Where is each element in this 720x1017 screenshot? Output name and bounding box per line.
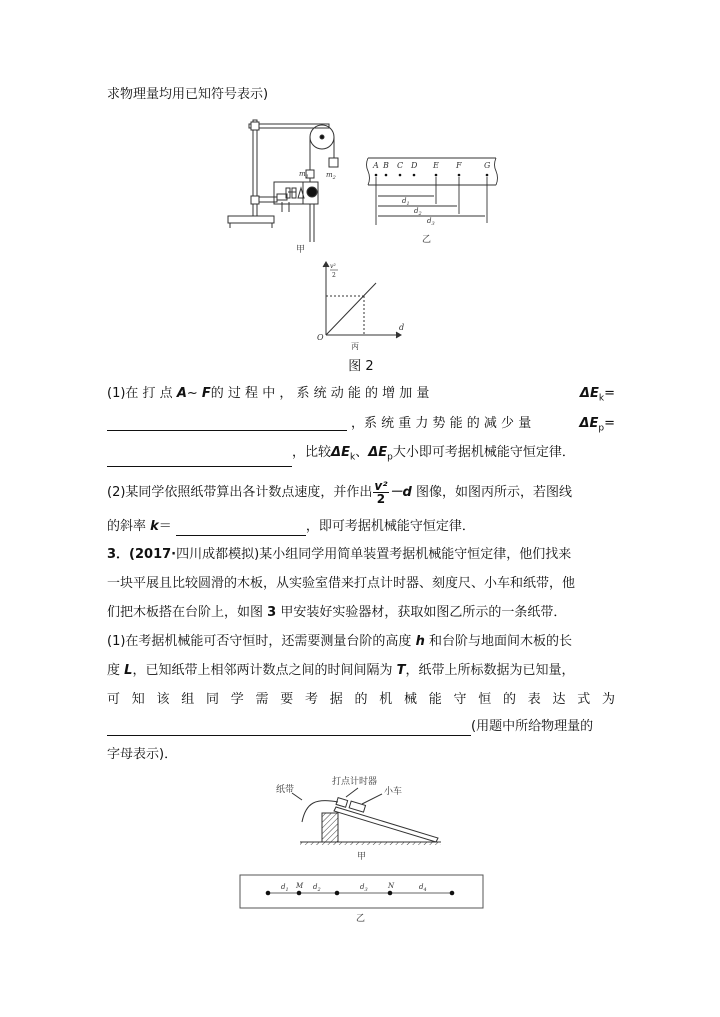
- q1-line2-text: ，系 统 重 力 势 能 的 减 少 量: [351, 416, 532, 431]
- q1-line3-tail: 大小即可考据机械能守恒定律．: [392, 445, 575, 460]
- tape-point-c: [399, 174, 402, 177]
- q1-prefix: (1)在 打 点 A~ F的 过 程 中 ， 系 统 动 能 的 增 加 量: [107, 386, 430, 401]
- tape-point-n: [388, 891, 393, 896]
- tape-labels: [372, 161, 491, 170]
- problem-number: 3．(2017·: [107, 547, 177, 562]
- caption-jia-3: 甲: [357, 852, 367, 862]
- q2-suffix: 图像，如图丙所示，若图线: [411, 485, 572, 500]
- p3-sub1-line4-suffix: (用题中所给物理量的: [471, 719, 594, 734]
- caption-yi-3: 乙: [356, 914, 366, 923]
- q2-line2-prefix: 的斜率: [107, 519, 151, 534]
- q2-line2-suffix: ，即可考据机械能守恒定律．: [305, 519, 475, 534]
- label-d1: $d_1$: [281, 883, 289, 893]
- tape-point: [266, 891, 271, 896]
- tape-dots: [375, 174, 489, 177]
- tape-point-b: [385, 174, 388, 177]
- p3-line1-text: 某小组同学用简单装置考据机械能守恒定律，他们找来: [259, 547, 572, 562]
- tape-point: [335, 891, 340, 896]
- label-m2: $m_2$: [326, 171, 336, 181]
- label-d3: $d_3$: [360, 883, 368, 893]
- tape-point-e: [435, 174, 438, 177]
- y-label-num: v²: [330, 263, 336, 270]
- tape-label-d: D: [411, 161, 418, 170]
- tape-label-a: A: [373, 161, 379, 170]
- v2-over-2-fraction: $\frac{\text{v²}}{2}$: [374, 479, 388, 506]
- q1-line3-text: ，比较: [292, 445, 332, 460]
- label-m: M: [296, 882, 304, 890]
- p3-sub1-line5-text: 字母表示)．: [107, 747, 178, 762]
- y-label-den: 2: [332, 272, 336, 279]
- tape-point-a: [375, 174, 378, 177]
- q2-prefix: (2)某同学依照纸带算出各计数点速度，并作出: [107, 485, 373, 500]
- timer-box: [336, 798, 348, 808]
- figure2-yi-tape: [364, 153, 500, 243]
- q1-line2: [107, 415, 615, 438]
- q2-line1: [107, 480, 615, 505]
- label-d2: $d_2$: [414, 207, 422, 217]
- figure3-yi-tape: [238, 873, 488, 923]
- label-d2: $d_2$: [313, 883, 321, 893]
- tape-label-c: C: [397, 161, 404, 170]
- intro-text-span: 求物理量均用已知符号表示): [107, 87, 269, 102]
- minus-d: －d: [389, 485, 412, 500]
- label-m1: $m_1$: [299, 170, 309, 180]
- q2-line2: 的斜率 k＝ ，即可考据机械能守恒定律．: [107, 519, 475, 534]
- q1-line3: ，比较$\Delta E_k$、$\Delta E_p$大小即可考据机械能守恒定律．: [107, 444, 615, 467]
- caption-bing: 丙: [351, 342, 359, 351]
- tape-label-g: G: [484, 161, 491, 170]
- origin-label: O: [317, 333, 324, 342]
- p3-line1: [107, 546, 615, 564]
- cart-box: [349, 801, 365, 812]
- tape-point-m: [297, 891, 302, 896]
- figure2-jia-apparatus: [222, 112, 342, 257]
- q1-line1: [107, 385, 615, 408]
- delta-ek: $\Delta E_k=$: [579, 386, 615, 404]
- delta-ep: $\Delta E_p=$: [579, 416, 615, 434]
- p3-sub1-line5: [107, 746, 615, 764]
- incline-board: [334, 807, 438, 842]
- p3-sub1-line1: (1)在考据机械能可否守恒时，还需要测量台阶的高度 h 和台阶与地面间木板的长: [107, 634, 572, 649]
- tape-point-g: [486, 174, 489, 177]
- tape-point-d: [413, 174, 416, 177]
- figure3-jia-incline: [276, 772, 446, 864]
- tape-label-f: F: [456, 161, 462, 170]
- answer-blank-ek[interactable]: [107, 415, 347, 431]
- label-d3: $d_3$: [427, 217, 435, 227]
- stand-base: [228, 216, 274, 223]
- p3-sub1-line4: [107, 718, 615, 736]
- p3-line2: [107, 575, 615, 593]
- answer-blank-ep[interactable]: [107, 451, 292, 467]
- label-d4: $d_4$: [419, 883, 427, 893]
- p3-line2-text: 一块平展且比较圆滑的木板，从实验室借来打点计时器、刻度尺、小车和纸带，他: [107, 576, 576, 591]
- label-tape: 纸带: [276, 785, 295, 795]
- label-d1: $d_1$: [402, 197, 410, 207]
- problem-source: 四川成都模拟): [176, 547, 260, 562]
- figure2-title-text: 图 2: [348, 359, 374, 374]
- answer-blank-k[interactable]: [176, 520, 306, 536]
- label-cart: 小车: [384, 787, 403, 797]
- figure2-title: [107, 358, 615, 376]
- data-line: [326, 283, 376, 335]
- p3-sub1-line3: [107, 691, 615, 709]
- caption-yi: 乙: [422, 235, 432, 243]
- p3-sub1-line2: 度 L，已知纸带上相邻两计数点之间的时间间隔为 T，纸带上所标数据为已知量，: [107, 663, 575, 678]
- label-timer: 打点计时器: [332, 777, 378, 787]
- tape-point-f: [458, 174, 461, 177]
- intro-text: [107, 86, 615, 104]
- mass-m2: [329, 158, 338, 167]
- tape-frame: [240, 875, 483, 908]
- p3-sub1-line3-text: 可 知 该 组 同 学 需 要 考 据 的 机 械 能 守 恒 的 表 达 式 为: [107, 692, 615, 707]
- label-n: N: [388, 882, 395, 890]
- caption-jia: 甲: [296, 245, 306, 255]
- p3-line3: 们把木板搭在台阶上，如图 3 甲安装好实验器材，获取如图乙所示的一条纸带．: [107, 605, 567, 620]
- x-label: d: [399, 323, 405, 332]
- tape-label-e: E: [433, 161, 439, 170]
- answer-blank-expression[interactable]: [107, 720, 471, 736]
- tape-point: [450, 891, 455, 896]
- step-block: [322, 813, 338, 842]
- figure2-bing-graph: [312, 258, 412, 353]
- tape-label-b: B: [383, 161, 389, 170]
